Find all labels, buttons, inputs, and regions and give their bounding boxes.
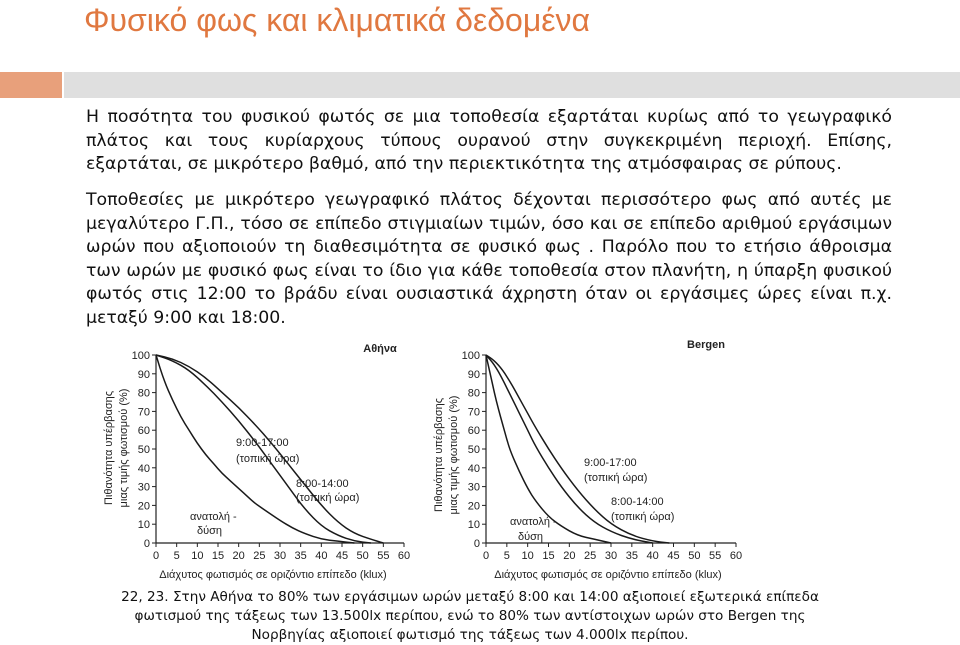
curve-annotation: 8:00-14:00 xyxy=(296,478,349,490)
x-tick-label: 35 xyxy=(625,550,638,562)
x-tick-label: 40 xyxy=(646,550,659,562)
y-tick-label: 80 xyxy=(467,387,480,400)
x-tick-label: 15 xyxy=(211,550,225,562)
y-tick-label: 60 xyxy=(467,425,480,438)
x-tick-label: 15 xyxy=(542,550,555,562)
curve-annotation: (τοπική ώρα) xyxy=(296,492,360,504)
y-tick-label: 30 xyxy=(467,481,480,494)
x-tick-label: 0 xyxy=(482,550,490,562)
x-tick-label: 60 xyxy=(729,550,743,562)
x-tick-label: 20 xyxy=(232,550,245,562)
paragraph-1: Η ποσότητα του φυσικού φωτός σε μια τοποθεσία εξαρτάται κυρίως από το γεωγραφικό πλάτος και τους κυρίαρχους τύπους ουρανού στην συγκεκριμένη περιοχή. Επίσης, εξαρτάται, σε μικρότερο βαθμό, από την περιεκτικότητα της ατμόσφαιρας σε ρύπους. xyxy=(86,107,892,175)
x-tick-label: 45 xyxy=(335,550,349,562)
curve-annotation: 9:00-17:00 xyxy=(236,437,289,449)
series-line-1 xyxy=(156,355,354,543)
y-tick-label: 0 xyxy=(143,538,150,550)
y-tick-label: 30 xyxy=(137,481,150,494)
curve-annotation: ανατολή - xyxy=(190,511,237,523)
x-tick-label: 30 xyxy=(604,550,618,562)
curve-annotation: (τοπική ώρα) xyxy=(236,453,300,465)
y-tick-label: 10 xyxy=(467,519,480,532)
x-tick-label: 10 xyxy=(521,550,534,562)
y-tick-label: 50 xyxy=(467,444,480,456)
series-line-2 xyxy=(156,355,371,543)
x-tick-label: 25 xyxy=(584,550,597,562)
y-tick-label: 100 xyxy=(131,350,150,362)
curve-annotation: 9:00-17:00 xyxy=(584,457,637,469)
x-tick-label: 5 xyxy=(173,550,180,562)
y-tick-label: 60 xyxy=(137,425,150,438)
x-axis-label: Διάχυτος φωτισμός σε οριζόντιο επίπεδο (klux) xyxy=(494,569,722,581)
y-tick-label: 70 xyxy=(137,406,150,419)
y-axis-label-line-2: μιας τιμής φωτισμού (%) xyxy=(118,388,130,508)
y-axis-label-line-1: Πιθανότητα υπέρβασης xyxy=(433,397,445,513)
y-tick-label: 40 xyxy=(467,462,480,475)
caption-line-1: 22, 23. Στην Αθήνα το 80% των εργάσιμων ωρών μεταξύ 8:00 και 14:00 αξιοποιεί εξωτερικά επίπεδα xyxy=(121,589,819,605)
chart-title: Αθήνα xyxy=(363,343,397,355)
curve-annotation: δύση xyxy=(197,525,223,537)
figure-caption xyxy=(110,588,830,645)
x-tick-label: 25 xyxy=(253,550,266,562)
curve-annotation: 8:00-14:00 xyxy=(611,496,664,508)
y-axis-label-line-1: Πιθανότητα υπέρβασης xyxy=(103,390,115,506)
y-tick-label: 80 xyxy=(137,387,150,400)
curve-annotation: δύση xyxy=(518,531,544,543)
x-tick-label: 50 xyxy=(356,550,369,562)
x-axis-label: Διάχυτος φωτισμός σε οριζόντιο επίπεδο (klux) xyxy=(159,569,387,581)
x-tick-label: 20 xyxy=(563,550,576,562)
paragraph-2: Τοποθεσίες με μικρότερο γεωγραφικό πλάτος δέχονται περισσότερο φως από αυτές με μεγαλύτερο Γ.Π., τόσο σε επίπεδο στιγμιαίων τιμών, όσο και σε επίπεδο αριθμού εργάσιμων ωρών που αξιοποιούν τη διαθεσιμότητα σε φυσικό φως . Παρόλο που το ετήσιο άθροισμα των ωρών με φυσικό φως είναι το ίδιο για κάθε τοποθεσία στον πλανήτη, η ύπαρξη φυσικού φωτός στις 12:00 το βράδυ είναι ουσιαστικά άχρηστη όταν οι εργάσιμες ώρες είναι π.χ. μεταξύ 9:00 και 18:00. xyxy=(86,190,892,328)
y-axis-label-line-2: μιας τιμής φωτισμού (%) xyxy=(448,395,460,515)
chart-title: Bergen xyxy=(687,339,725,351)
x-tick-label: 30 xyxy=(273,550,287,562)
y-tick-label: 50 xyxy=(137,444,150,456)
caption-line-2: φωτισμού της τάξεως των 13.500lx περίπου, ενώ το 80% των αντίστοιχων ωρών στο Bergen της xyxy=(134,608,806,624)
y-tick-label: 10 xyxy=(137,519,150,532)
x-tick-label: 45 xyxy=(667,550,680,562)
y-tick-label: 0 xyxy=(473,538,480,550)
x-tick-label: 55 xyxy=(709,550,722,562)
slide-title: Φυσικό φως και κλιματικά δεδομένα xyxy=(84,2,591,38)
y-tick-label: 90 xyxy=(137,368,150,381)
y-tick-label: 100 xyxy=(461,350,480,362)
x-tick-label: 60 xyxy=(397,550,411,562)
curve-annotation: (τοπική ώρα) xyxy=(611,511,675,523)
x-tick-label: 10 xyxy=(191,550,204,562)
y-tick-label: 90 xyxy=(467,368,480,381)
x-tick-label: 0 xyxy=(152,550,160,562)
caption-line-3: Νορβηγίας αξιοποιεί φωτισμό της τάξεως των 4.000lx περίπου. xyxy=(251,627,689,643)
x-tick-label: 40 xyxy=(315,550,328,562)
curve-annotation: (τοπική ώρα) xyxy=(584,472,648,484)
y-tick-label: 40 xyxy=(137,462,150,475)
y-tick-label: 20 xyxy=(137,500,150,513)
curve-annotation: ανατολή - xyxy=(510,516,557,528)
y-tick-label: 70 xyxy=(467,406,480,419)
x-tick-label: 35 xyxy=(294,550,307,562)
x-tick-label: 5 xyxy=(503,550,510,562)
x-tick-label: 50 xyxy=(688,550,701,562)
y-tick-label: 20 xyxy=(467,500,480,513)
x-tick-label: 55 xyxy=(377,550,390,562)
